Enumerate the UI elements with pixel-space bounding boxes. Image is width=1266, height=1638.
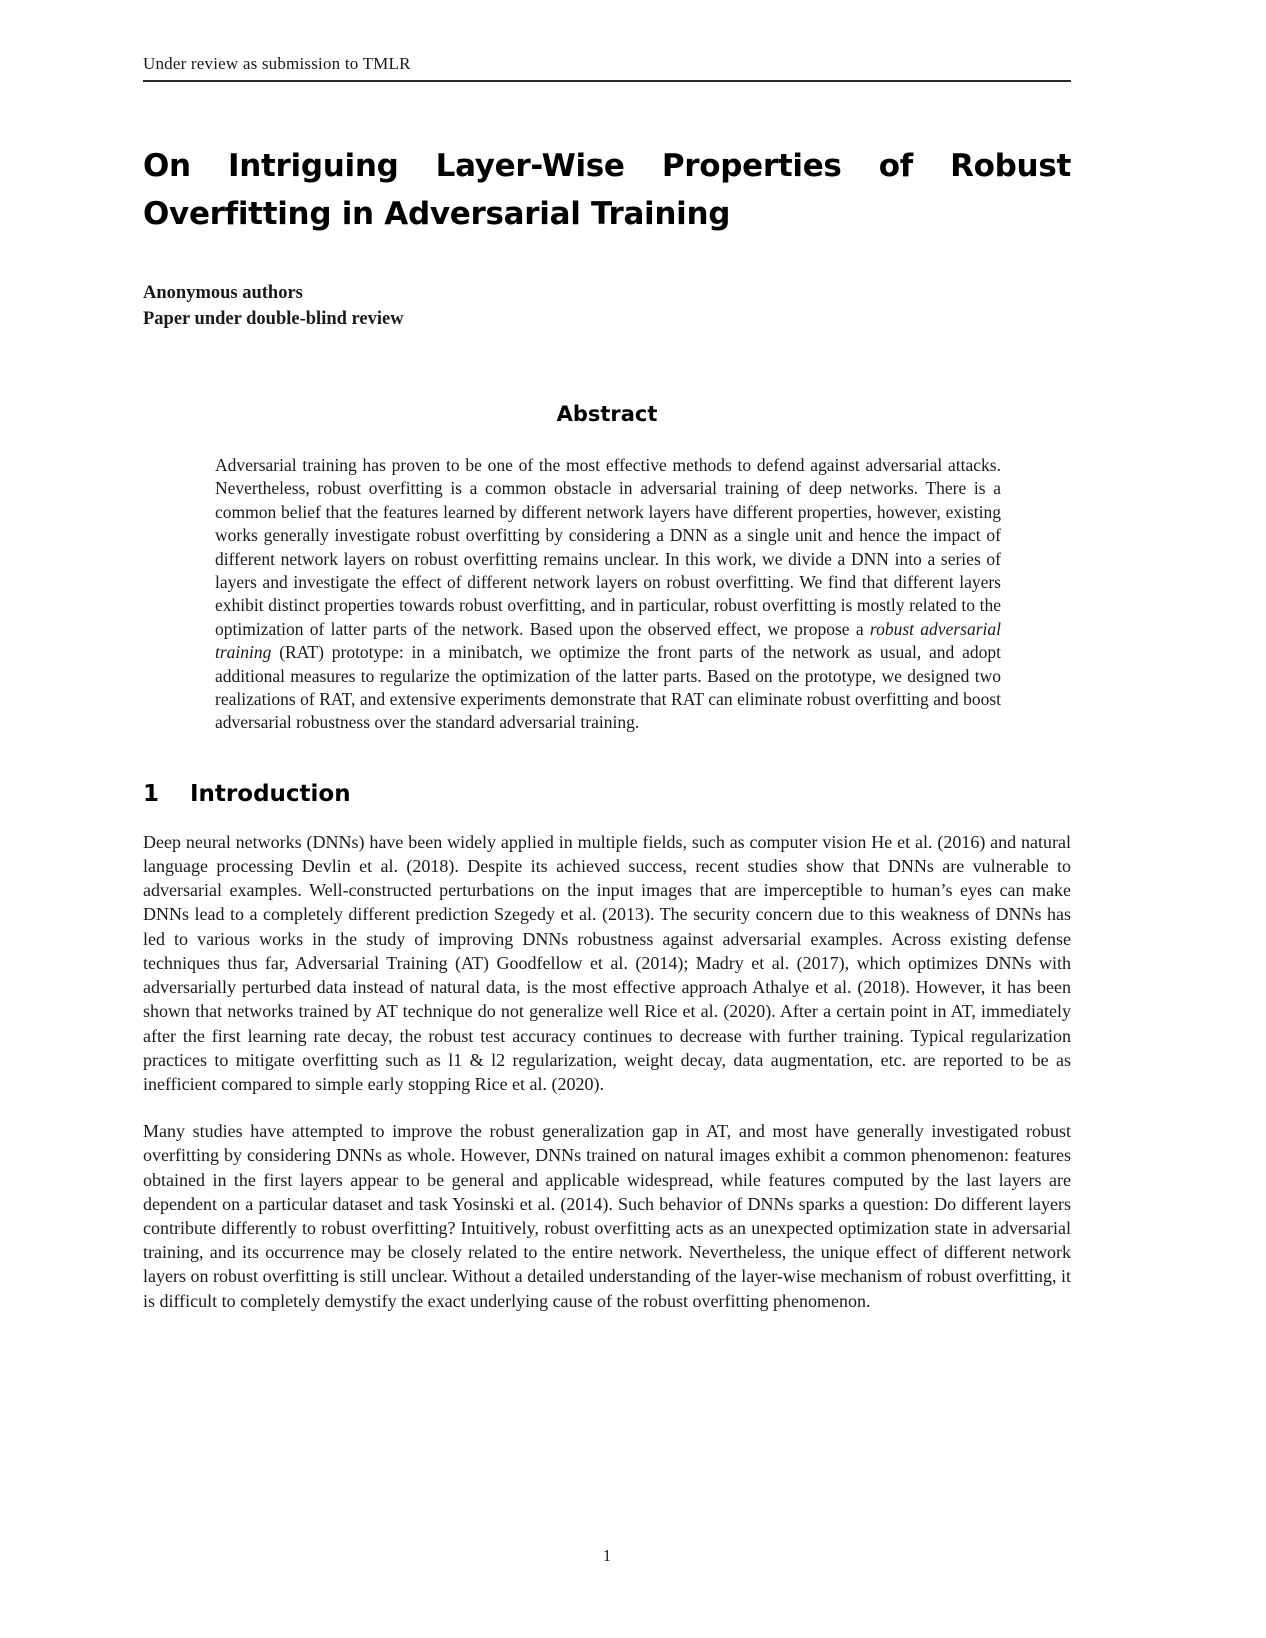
- abstract-italic-phrase: robust adversarial training: [215, 618, 1001, 663]
- author-line-anonymous: Anonymous authors: [143, 283, 303, 303]
- page-number: 1: [602, 1546, 612, 1565]
- header-rule: [143, 80, 1071, 82]
- intro-paragraph-2: Many studies have attempted to improve the robust generalization gap in AT, and most have generally investigated robust overfitting by considering DNNs as whole. However, DNNs trained on natural images exhibit a common phenomenon: features obtained in the first layers appear to be general and applicable widespread, while features computed by the last layers are dependent on a particular dataset and task Yosinski et al. (2014). Such behavior of DNNs sparks a question: Do different layers contribute differently to robust overfitting? Intuitively, robust overfitting acts as an unexpected optimization state in adversarial training, and its occurrence may be closely related to the entire network. Nevertheless, the unique effect of different network layers on robust overfitting is still unclear. Without a detailed understanding of the layer-wise mechanism of robust overfitting, it is difficult to completely demystify the exact underlying cause of the robust overfitting phenomenon.: [143, 1121, 1071, 1311]
- abstract-heading: Abstract: [556, 402, 658, 426]
- abstract-text: [215, 454, 1001, 735]
- author-line-review: Paper under double-blind review: [143, 309, 404, 329]
- author-block: [143, 280, 1071, 332]
- paper-title: On Intriguing Layer-Wise Properties of Robust Overfitting in Adversarial Training: [143, 148, 1071, 232]
- intro-paragraph-1: Deep neural networks (DNNs) have been widely applied in multiple fields, such as computer vision He et al. (2016) and natural language processing Devlin et al. (2018). Despite its achieved success, recent studies show that DNNs are vulnerable to adversarial examples. Well-constructed perturbations on the input images that are imperceptible to human’s eyes can make DNNs lead to a completely different prediction Szegedy et al. (2013). The security concern due to this weakness of DNNs has led to various works in the study of improving DNNs robustness against adversarial examples. Across existing defense techniques thus far, Adversarial Training (AT) Goodfellow et al. (2014); Madry et al. (2017), which optimizes DNNs with adversarially perturbed data instead of natural data, is the most effective approach Athalye et al. (2018). However, it has been shown that networks trained by AT technique do not generalize well Rice et al. (2020). After a certain point in AT, immediately after the first learning rate decay, the robust test accuracy continues to decrease with further training. Typical regularization practices to mitigate overfitting such as l1 & l2 regularization, weight decay, data augmentation, etc. are reported to be as inefficient compared to simple early stopping Rice et al. (2020).: [143, 831, 1071, 1094]
- section-heading-introduction: [143, 781, 1071, 807]
- section-number: 1: [143, 780, 160, 807]
- page-content: [143, 0, 1071, 1313]
- abstract-text-before: Adversarial training has proven to be one of the most effective methods to defend against adversarial attacks. Nevertheless, robust overfitting is a common obstacle in adversarial training of deep networks. There is a common belief that the features learned by different network layers have different properties, however, existing works generally investigate robust overfitting by considering a DNN as a single unit and hence the impact of different network layers on robust overfitting remains unclear. In this work, we divide a DNN into a series of layers and investigate the effect of different network layers on robust overfitting. We find that different layers exhibit distinct properties towards robust overfitting, and in particular, robust overfitting is mostly related to the optimization of latter parts of the network. Based upon the observed effect, we propose a: [215, 455, 1001, 639]
- running-header: Under review as submission to TMLR: [143, 54, 411, 73]
- abstract-text-after: (RAT) prototype: in a minibatch, we optimize the front parts of the network as usual, and adopt additional measures to regularize the optimization of the latter parts. Based on the prototype, we designed two realizations of RAT, and extensive experiments demonstrate that RAT can eliminate robust overfitting and boost adversarial robustness over the standard adversarial training.: [215, 642, 1001, 733]
- section-title: Introduction: [190, 780, 351, 807]
